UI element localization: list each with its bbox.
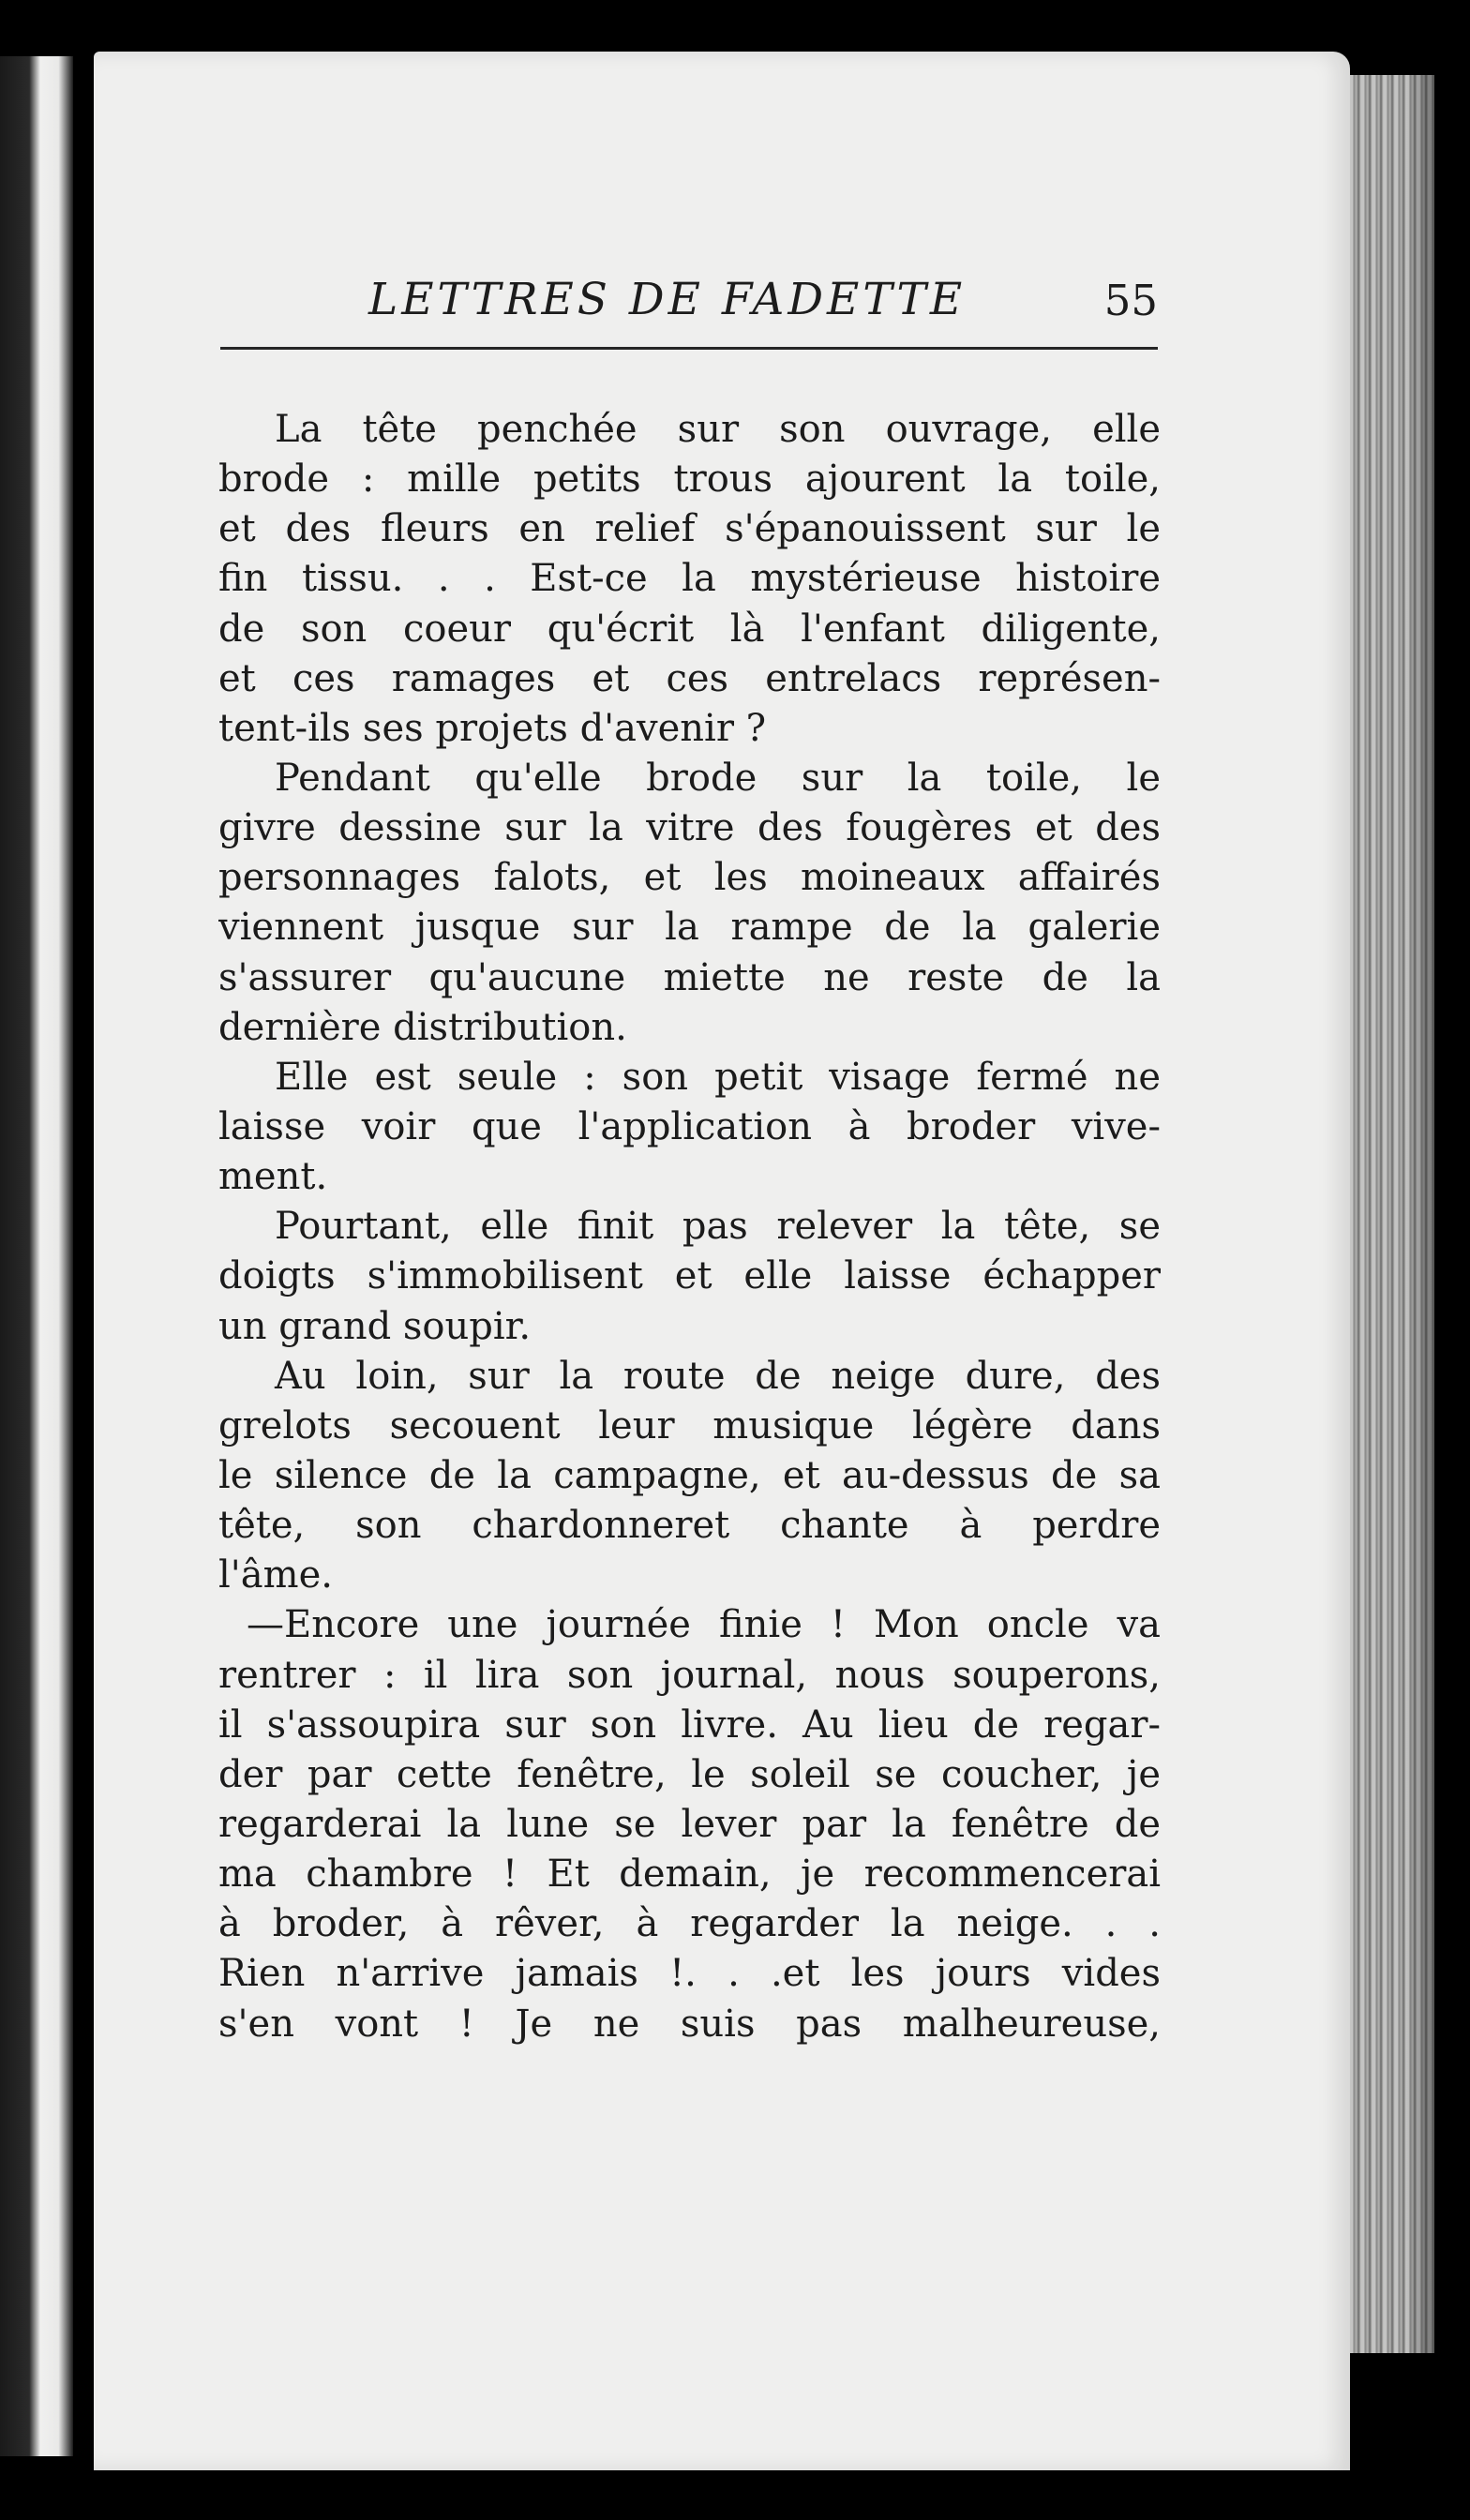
text-line: Rien n'arrive jamais !. . .et les jours vides — [218, 1952, 1161, 1996]
text-line: viennent jusque sur la rampe de la galerie — [218, 906, 1161, 950]
text-line: grelots secouent leur musique légère dans — [218, 1403, 1161, 1448]
text-line: dernière distribution. — [218, 1005, 627, 1049]
text-line: der par cette fenêtre, le soleil se coucher, je — [218, 1752, 1161, 1796]
text-line: regarderai la lune se lever par la fenêtre de — [218, 1802, 1161, 1846]
running-head — [220, 274, 1158, 349]
running-head-title: LETTRES DE FADETTE — [368, 274, 967, 325]
text-line: tent-ils ses projets d'avenir ? — [218, 706, 767, 750]
body-text — [218, 405, 1161, 2049]
header-rule — [220, 347, 1158, 350]
text-line: Pourtant, elle finit pas relever la tête, se — [275, 1205, 1161, 1249]
text-line: rentrer : il lira son journal, nous souperons, — [218, 1653, 1161, 1697]
text-line: personnages falots, et les moineaux affairés — [218, 856, 1161, 900]
page-edge-shadow — [1406, 75, 1444, 2353]
text-line: Elle est seule : son petit visage fermé ne — [275, 1055, 1161, 1099]
text-line: —Encore une journée finie ! Mon oncle va — [247, 1603, 1161, 1647]
text-line: un grand soupir. — [218, 1304, 532, 1348]
text-line: et ces ramages et ces entrelacs représen- — [218, 656, 1161, 700]
page-number: 55 — [1103, 276, 1158, 325]
text-line: ment. — [218, 1155, 328, 1199]
text-line: et des fleurs en relief s'épanouissent sur le — [218, 507, 1161, 551]
text-line: tête, son chardonneret chante à perdre — [218, 1504, 1161, 1548]
text-line: l'âme. — [218, 1553, 333, 1598]
text-line: laisse voir que l'application à broder vive- — [218, 1104, 1161, 1148]
text-line: brode : mille petits trous ajourent la toile, — [218, 458, 1161, 502]
text-line: s'assurer qu'aucune miette ne reste de la — [218, 955, 1161, 999]
text-line: givre dessine sur la vitre des fougères et des — [218, 806, 1161, 850]
page-binding — [0, 56, 73, 2456]
text-line: il s'assoupira sur son livre. Au lieu de regar- — [218, 1702, 1161, 1747]
text-line: de son coeur qu'écrit là l'enfant diligente, — [218, 607, 1161, 651]
text-line: Au loin, sur la route de neige dure, des — [275, 1354, 1161, 1398]
text-line: s'en vont ! Je ne suis pas malheureuse, — [218, 2002, 1161, 2046]
text-line: Pendant qu'elle brode sur la toile, le — [275, 756, 1161, 800]
text-line: ma chambre ! Et demain, je recommencerai — [218, 1852, 1161, 1897]
text-line: La tête penchée sur son ouvrage, elle — [275, 408, 1161, 451]
text-line: doigts s'immobilisent et elle laisse échapper — [218, 1254, 1161, 1298]
text-line: le silence de la campagne, et au-dessus de sa — [218, 1453, 1161, 1497]
text-line: à broder, à rêver, à regarder la neige. . . — [218, 1902, 1161, 1946]
text-line: fin tissu. . . Est-ce la mystérieuse histoire — [218, 557, 1161, 601]
